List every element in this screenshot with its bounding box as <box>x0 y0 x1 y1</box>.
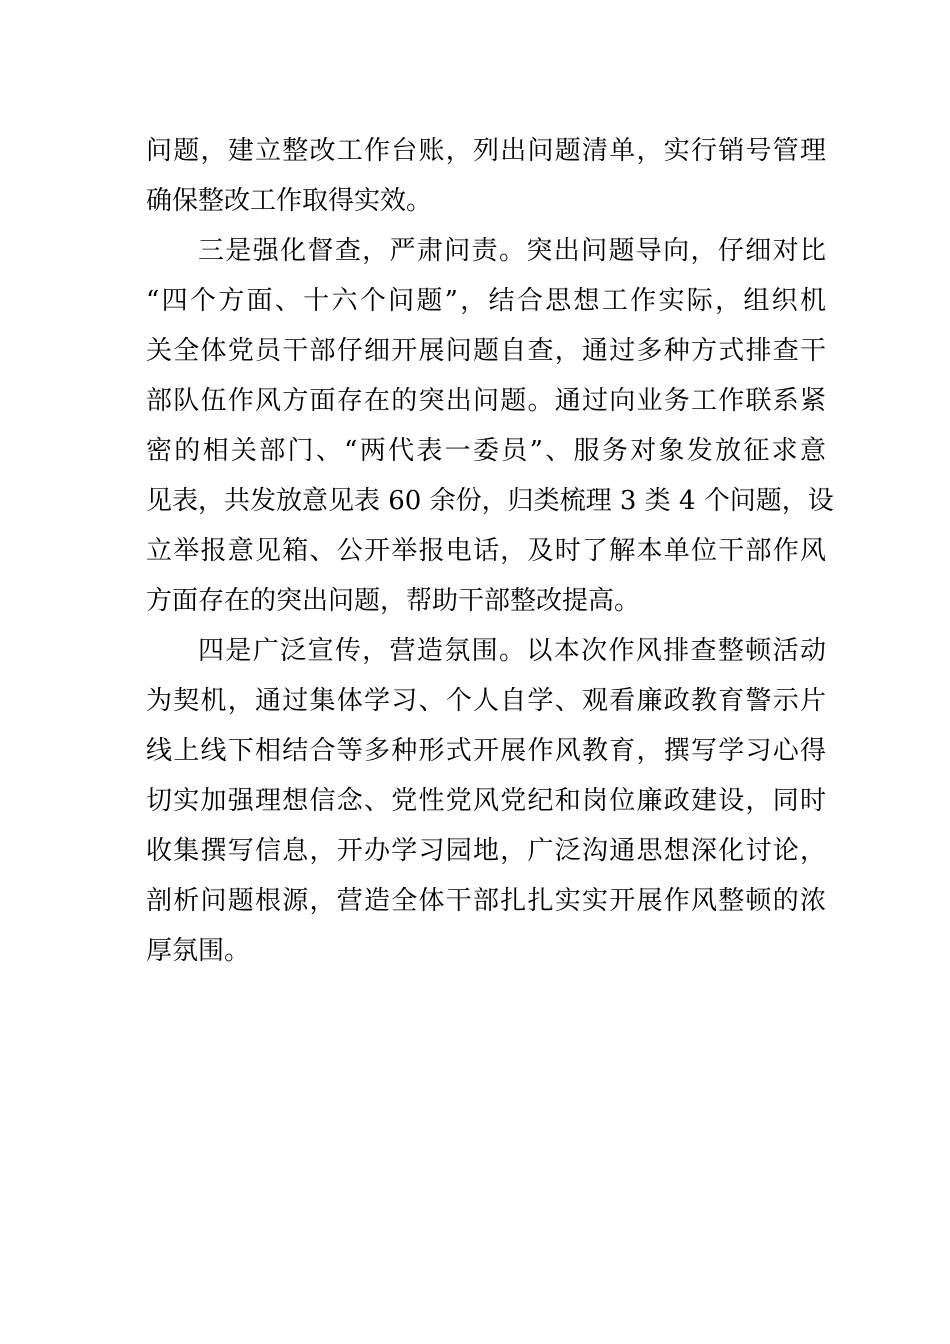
text-line: 问题，建立整改工作台账，列出问题清单，实行销号管理 <box>146 136 826 166</box>
text-line: 厚氛围。 <box>146 936 251 966</box>
paragraph-first-line: 三是强化督查，严肃问责。突出问题导向，仔细对比 <box>198 236 826 266</box>
text-line: 方面存在的突出问题，帮助干部整改提高。 <box>146 586 641 616</box>
text-line: 立举报意见箱、公开举报电话，及时了解本单位干部作风 <box>146 536 826 566</box>
text-line: 密的相关部门、“两代表一委员”、服务对象发放征求意 <box>146 436 826 466</box>
text-line: 线上线下相结合等多种形式开展作风教育，撰写学习心得 <box>146 736 826 766</box>
text-line: 为契机，通过集体学习、个人自学、观看廉政教育警示片 <box>146 686 826 716</box>
text-line: 关全体党员干部仔细开展问题自查，通过多种方式排查干 <box>146 336 826 366</box>
text-line: 确保整改工作取得实效。 <box>146 186 433 216</box>
text-line: 见表，共发放意见表 60 余份，归类梳理 3 类 4 个问题，设 <box>146 486 834 516</box>
text-line: “四个方面、十六个问题”，结合思想工作实际，组织机 <box>146 286 826 316</box>
text-line: 剖析问题根源，营造全体干部扎扎实实开展作风整顿的浓 <box>146 886 826 916</box>
text-line: 部队伍作风方面存在的突出问题。通过向业务工作联系紧 <box>146 386 826 416</box>
document-body <box>146 126 834 976</box>
paragraph-first-line: 四是广泛宣传，营造氛围。以本次作风排查整顿活动 <box>198 636 826 666</box>
text-line: 切实加强理想信念、党性党风党纪和岗位廉政建设，同时 <box>146 786 826 816</box>
text-line: 收集撰写信息，开办学习园地，广泛沟通思想深化讨论， <box>146 836 826 866</box>
